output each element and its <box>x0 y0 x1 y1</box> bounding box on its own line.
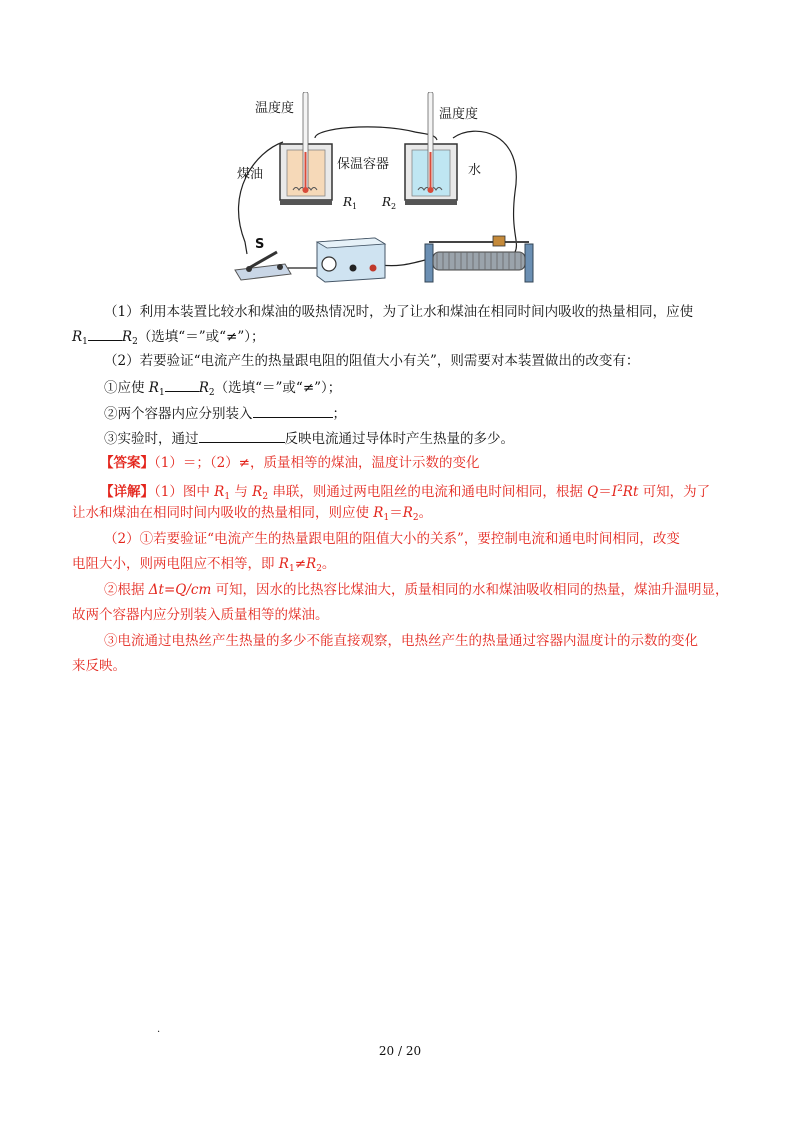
detail-line2: 让水和煤油在相同时间内吸收的热量相同，则应使 $R_1=R_2$。 <box>72 505 433 523</box>
thermometer-left-label: 温度度 <box>255 101 295 116</box>
page-number: 20 / 20 <box>378 1044 422 1058</box>
right-thermometer-icon <box>428 92 434 193</box>
q1-line1: （1）利用本装置比较水和煤油的吸热情况时，为了让水和煤油在相同时间内吸收的热量相同，应使 <box>104 304 694 320</box>
wire-top <box>315 127 437 140</box>
supply-dial-icon <box>322 257 336 271</box>
detail-line1: 【详解】（1）图中 $R_1$ 与 $R_2$ 串联，则通过两电阻丝的电流和通电时间相同，根据 $Q=I^2Rt$ 可知，为了 <box>100 484 711 502</box>
experiment-figure <box>225 92 555 284</box>
switch-label: S <box>255 237 265 252</box>
answer-blank[interactable] <box>253 403 333 418</box>
detail-p4-line1: ③电流通过电热丝产生热量的多少不能直接观察，电热丝产生的热量通过容器内温度计的示数的变化 <box>104 633 698 649</box>
detail-p2-line2: 电阻大小，则两电阻应不相等，即 $R_1\ne R_2$。 <box>72 556 336 574</box>
answer-blank[interactable] <box>88 326 122 341</box>
answer-line: 【答案】（1）＝；（2）≠，质量相等的煤油，温度计示数的变化 <box>100 455 480 471</box>
r1-label: $R_1$ <box>343 195 358 211</box>
detail-p4-line2: 来反映。 <box>72 658 126 674</box>
rheostat-icon <box>425 236 533 282</box>
detail-p3-line1: ②根据 Δt=Q/cm 可知，因水的比热容比煤油大，质量相同的水和煤油吸收相同的热量，煤油升温明显， <box>104 582 729 598</box>
detail-p2-line1: （2）①若要验证“电流产生的热量跟电阻的阻值大小的关系”，要控制电流和通电时间相同，改变 <box>104 531 680 547</box>
circuit-diagram <box>225 92 555 284</box>
switch-icon <box>235 252 291 280</box>
left-thermometer-icon <box>303 92 309 193</box>
power-supply-icon <box>317 238 385 282</box>
thermometer-right-label: 温度度 <box>439 107 479 122</box>
container-label: 保温容器 <box>337 157 390 172</box>
q2-item1: ①应使 $R_1$ $R_2$（选填“＝”或“≠”）； <box>104 377 341 403</box>
footer-dot: . <box>157 1024 161 1035</box>
wire-right <box>453 131 516 252</box>
slider-icon <box>493 236 505 246</box>
q2-item2: ②两个容器内应分别装入 ； <box>104 403 346 424</box>
r2-label: $R_2$ <box>382 195 397 211</box>
terminal-plus-icon <box>370 265 377 272</box>
terminal-minus-icon <box>350 265 357 272</box>
q1-line2: $R_1$ $R_2$（选填“＝”或“≠”）； <box>72 326 264 352</box>
water-label: 水 <box>468 163 482 178</box>
q2-intro: （2）若要验证“电流产生的热量跟电阻的阻值大小有关”，则需要对本装置做出的改变有： <box>104 353 640 369</box>
detail-p3-line2: 故两个容器内应分别装入质量相等的煤油。 <box>72 607 329 623</box>
kerosene-label: 煤油 <box>237 167 264 182</box>
answer-blank[interactable] <box>199 428 285 443</box>
answer-blank[interactable] <box>165 377 199 392</box>
q2-item3: ③实验时，通过 反映电流通过导体时产生热量的多少。 <box>104 428 514 449</box>
